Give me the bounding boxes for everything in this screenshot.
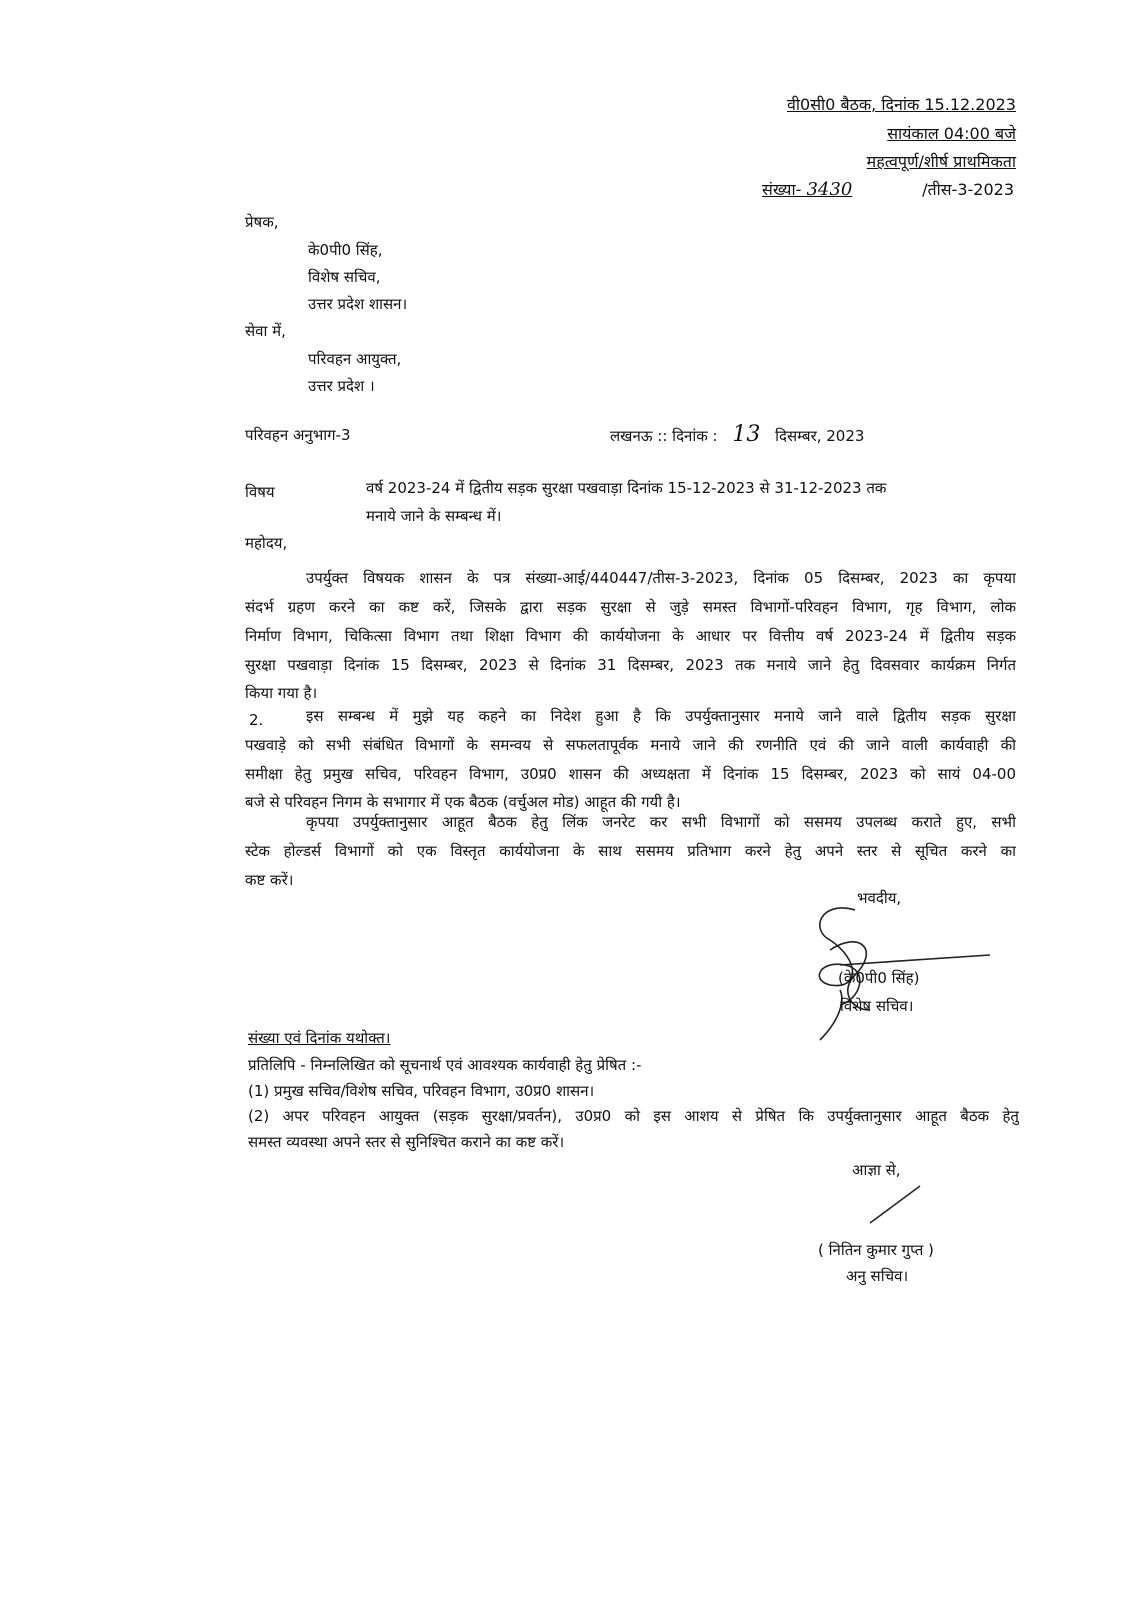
recipient-label: सेवा में, xyxy=(245,322,286,340)
signatory-designation: अनु सचिव। xyxy=(846,1267,909,1285)
subject-line: मनाये जाने के सम्बन्ध में। xyxy=(366,507,502,525)
paragraph-line: इस सम्बन्ध में मुझे यह कहने का निदेश हुआ है कि उपर्युक्तानुसार मनाये जाने वाले द्वितीय सड़क सुरक्षा xyxy=(306,707,1016,725)
subject-line: वर्ष 2023-24 में द्वितीय सड़क सुरक्षा पखवाड़ा दिनांक 15-12-2023 से 31-12-2023 तक xyxy=(366,479,887,497)
paragraph-line: बजे से परिवहन निगम के सभागार में एक बैठक (वर्चुअल मोड) आहूत की गयी है। xyxy=(245,793,681,811)
paragraph-line: समीक्षा हेतु प्रमुख सचिव, परिवहन विभाग, उ0प्र0 शासन की अध्यक्षता में दिनांक 15 दिसम्बर, 2023 को सायं 04-00 xyxy=(245,765,1016,783)
sender-designation: विशेष सचिव, xyxy=(308,268,381,286)
paragraph-line: उपर्युक्त विषयक शासन के पत्र संख्या-आई/440447/तीस-3-2023, दिनांक 05 दिसम्बर, 2023 का कृपया xyxy=(306,569,1016,587)
order-line: आज्ञा से, xyxy=(852,1161,901,1179)
section-name: परिवहन अनुभाग-3 xyxy=(245,426,351,444)
copy-intro: प्रतिलिपि - निम्नलिखित को सूचनार्थ एवं आवश्यक कार्यवाही हेतु प्रेषित :- xyxy=(248,1056,642,1074)
recipient-designation: परिवहन आयुक्त, xyxy=(308,350,402,368)
copy-item: (2) अपर परिवहन आयुक्त (सड़क सुरक्षा/प्रवर्तन), उ0प्र0 को इस आशय से प्रेषित कि उपर्युक्तानुसार आहूत बैठक हेतु xyxy=(248,1107,1019,1125)
handwritten-day: 13 xyxy=(732,422,761,447)
handwritten-number: 3430 xyxy=(806,179,853,200)
paragraph-line: किया गया है। xyxy=(245,684,318,702)
number-suffix: /तीस-3-2023 xyxy=(922,180,1014,199)
paragraph-line: संदर्भ ग्रहण करने का कष्ट करें, जिसके द्वारा सड़क सुरक्षा से जुड़े समस्त विभागों-परिवहन विभाग, गृह विभाग, लोक xyxy=(245,598,1016,616)
date-prefix: लखनऊ :: दिनांक : xyxy=(610,427,718,445)
signatory-name: (के0पी0 सिंह) xyxy=(838,969,920,987)
copy-item: (1) प्रमुख सचिव/विशेष सचिव, परिवहन विभाग, उ0प्र0 शासन। xyxy=(248,1082,595,1100)
paragraph-line: स्टेक होल्डर्स विभागों को एक विस्तृत कार्ययोजना के साथ ससमय प्रतिभाग करने हेतु अपने स्तर से सूचित करने का xyxy=(245,842,1016,860)
copy-heading: संख्या एवं दिनांक यथोक्त। xyxy=(248,1029,391,1047)
copy-item: समस्त व्यवस्था अपने स्तर से सुनिश्चित कराने का कष्ट करें। xyxy=(248,1133,565,1151)
letter-number xyxy=(762,178,1014,200)
recipient-place: उत्तर प्रदेश । xyxy=(308,377,375,395)
paragraph-number: 2. xyxy=(249,711,264,729)
closing: भवदीय, xyxy=(857,889,902,907)
sender-name: के0पी0 सिंह, xyxy=(308,241,383,259)
number-label: संख्या- xyxy=(762,180,802,199)
paragraph-line: सुरक्षा पखवाड़ा दिनांक 15 दिसम्बर, 2023 से दिनांक 31 दिसम्बर, 2023 तक मनाये जाने हेतु दिवसवार कार्यक्रम निर्गत xyxy=(245,656,1016,674)
sender-office: उत्तर प्रदेश शासन। xyxy=(308,295,408,313)
signatory-designation: विशेष सचिव। xyxy=(840,997,914,1015)
time-line: सायंकाल 04:00 बजे xyxy=(887,124,1016,143)
paragraph-line: निर्माण विभाग, चिकित्सा विभाग तथा शिक्षा विभाग की कार्ययोजना के आधार पर वित्तीय वर्ष 2023-24 में द्वितीय सड़क xyxy=(245,627,1016,645)
paragraph-line: कष्ट करें। xyxy=(245,871,294,889)
paragraph-line: पखवाड़े को सभी संबंधित विभागों के समन्वय से सफलतापूर्वक मनाये जाने की रणनीति एवं की जाने वाली कार्यवाही की xyxy=(245,736,1016,754)
sender-label: प्रेषक, xyxy=(245,213,279,231)
signatory-name: ( नितिन कुमार गुप्त ) xyxy=(818,1241,934,1259)
subject-label: विषय xyxy=(245,483,275,501)
salutation: महोदय, xyxy=(245,534,288,552)
priority-line: महत्वपूर्ण/शीर्ष प्राथमिकता xyxy=(866,152,1016,171)
handwritten-initial xyxy=(865,1183,925,1228)
vc-meeting-line: वी0सी0 बैठक, दिनांक 15.12.2023 xyxy=(787,95,1016,114)
paragraph-line: कृपया उपर्युक्तानुसार आहूत बैठक हेतु लिंक जनरेट कर सभी विभागों को ससमय उपलब्ध कराते हुए, सभी xyxy=(306,813,1016,831)
letter-date xyxy=(610,422,864,447)
date-month-year: दिसम्बर, 2023 xyxy=(775,427,865,445)
